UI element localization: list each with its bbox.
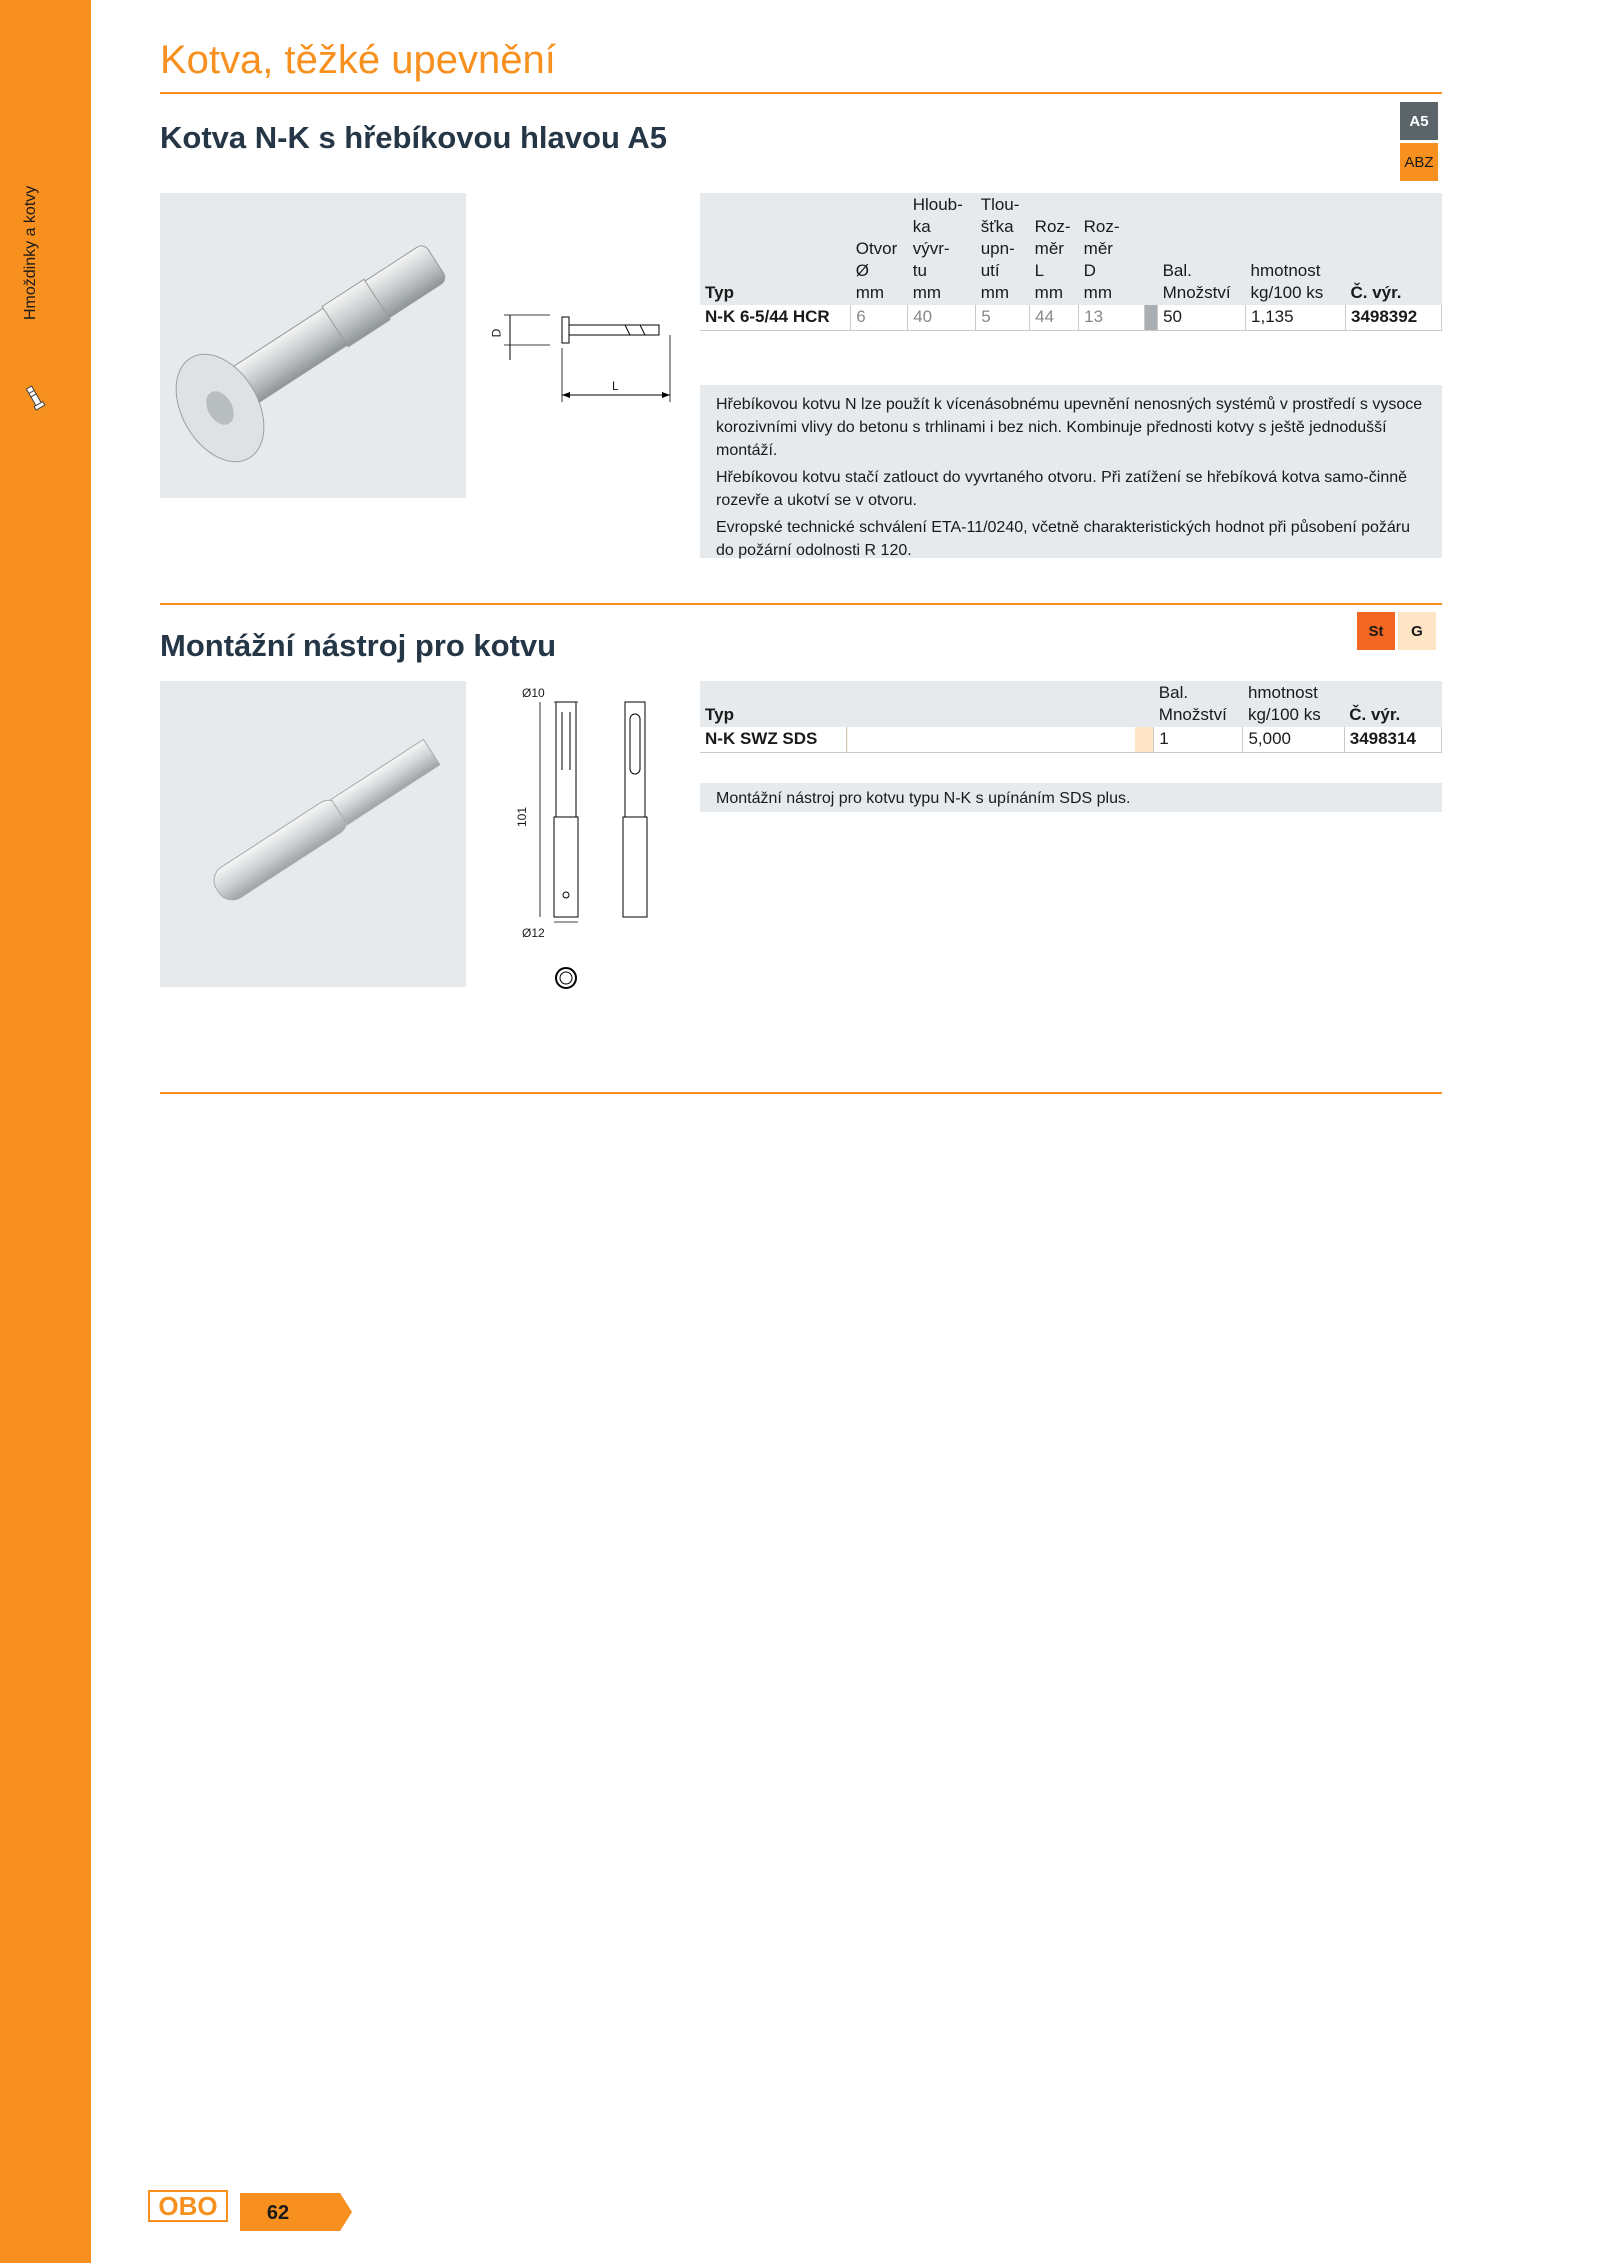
col-header: Typ [700, 681, 847, 727]
page-number-badge [240, 2193, 352, 2231]
tool-spec-table [700, 681, 1442, 753]
col-header: Tlou- šťka upn- utí mm [976, 193, 1030, 305]
anchor-photo-image [160, 193, 466, 498]
obo-logo [148, 2190, 228, 2222]
cell-weight: 5,000 [1243, 727, 1344, 752]
col-header: Č. výr. [1344, 681, 1441, 727]
cell-material-swatch [847, 727, 1154, 752]
tool-drawing [516, 690, 666, 1000]
tag-a5: A5 [1400, 102, 1438, 140]
section2-title: Montážní nástroj pro kotvu [160, 628, 557, 663]
col-header: hmotnost kg/100 ks [1246, 193, 1346, 305]
cell-type: N-K SWZ SDS [700, 727, 847, 752]
drawing-label-top: Ø10 [522, 686, 545, 700]
col-header: Č. výr. [1345, 193, 1441, 305]
section1-title: Kotva N-K s hřebíkovou hlavou A5 [160, 120, 667, 155]
description-paragraph: Montážní nástroj pro kotvu typu N-K s upínáním SDS plus. [716, 790, 1131, 807]
cell-depth: 40 [908, 305, 976, 330]
tool-description [700, 783, 1442, 812]
anchor-description [700, 385, 1442, 558]
end-divider [160, 1092, 1442, 1094]
cell-pack: 50 [1158, 305, 1246, 330]
col-header [1145, 193, 1158, 305]
cell-diameter: 13 [1079, 305, 1145, 330]
table-row [700, 305, 1442, 330]
cell-hole: 6 [851, 305, 908, 330]
col-header: Roz- měr D mm [1079, 193, 1145, 305]
cell-length: 44 [1030, 305, 1079, 330]
anchor-spec-table [700, 193, 1442, 331]
section-divider [160, 603, 1442, 605]
cell-article: 3498314 [1344, 727, 1441, 752]
description-paragraph: Hřebíkovou kotvu stačí zatlouct do vyvrtaného otvoru. Při zatížení se hřebíková kotva samo-činně rozevře a ukotví se v otvoru. [716, 469, 1408, 509]
title-divider [160, 92, 1442, 94]
tool-photo [160, 681, 466, 987]
cell-type: N-K 6-5/44 HCR [700, 305, 851, 330]
page-title: Kotva, těžké upevnění [160, 38, 556, 82]
col-header: Otvor Ø mm [851, 193, 908, 305]
tag-st: St [1357, 612, 1395, 650]
col-header: Bal. Množství [1158, 193, 1246, 305]
col-header [847, 681, 1154, 727]
table-row [700, 727, 1442, 752]
page-number: 62 [266, 2202, 290, 2224]
description-paragraph: Hřebíkovou kotvu N lze použít k vícenásobnému upevnění nenosných systémů v prostředí s vysoce korozivními vlivy do betonu s trhlinami i bez nich. Kombinuje přednosti kotvy s ještě jednodušší montáží. [716, 396, 1423, 459]
anchor-drawing [490, 290, 680, 410]
cell-weight: 1,135 [1246, 305, 1346, 330]
col-header: Hloub- ka vývr- tu mm [908, 193, 976, 305]
anchor-bolt-icon [24, 383, 46, 413]
anchor-photo [160, 193, 466, 498]
col-header: Typ [700, 193, 851, 305]
description-paragraph: Evropské technické schválení ETA-11/0240, včetně charakteristických hodnot při působení požáru do požární odolnosti R 120. [716, 519, 1411, 559]
sidebar [0, 0, 91, 2263]
cell-article: 3498392 [1345, 305, 1441, 330]
drawing-label-bottom: Ø12 [522, 926, 545, 940]
tool-photo-image [160, 681, 466, 987]
cell-thickness: 5 [976, 305, 1030, 330]
col-header: hmotnost kg/100 ks [1243, 681, 1344, 727]
drawing-label-d: D [489, 328, 504, 338]
tag-abz: ABZ [1400, 143, 1438, 181]
table-header-row [700, 681, 1442, 727]
tag-g: G [1398, 612, 1436, 650]
obo-logo-text: OBO [158, 2191, 218, 2221]
col-header: Roz- měr L mm [1030, 193, 1079, 305]
col-header: Bal. Množství [1154, 681, 1243, 727]
sidebar-label: Hmoždinky a kotvy [22, 185, 39, 320]
cell-material-swatch [1145, 305, 1158, 330]
table-header-row [700, 193, 1442, 305]
drawing-label-length: 101 [515, 806, 530, 828]
cell-pack: 1 [1154, 727, 1243, 752]
drawing-label-l: L [612, 379, 619, 393]
